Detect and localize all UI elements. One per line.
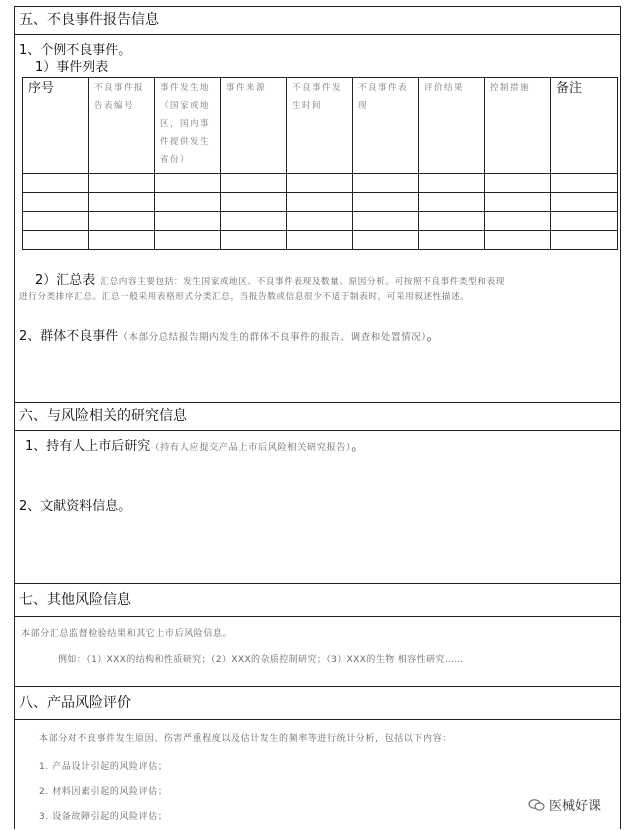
table-header-row	[23, 78, 618, 174]
post-market-research-note: （持有人应提交产品上市后风险相关研究报告）	[150, 442, 352, 453]
col-header: 不良事件发生时间	[287, 78, 353, 174]
table-row	[23, 212, 618, 231]
section-5-header	[15, 7, 620, 35]
col-header: 序号	[23, 78, 89, 174]
section-8-header	[15, 686, 620, 720]
list-item: 2. 材料因素引起的风险评估；	[39, 787, 168, 797]
col-header: 评价结果	[419, 78, 485, 174]
risk-eval-intro: 本部分对不良事件发生原因、伤害严重程度以及估计发生的频率等进行统计分析，包括以下内容：	[39, 734, 452, 744]
wechat-icon	[528, 799, 545, 811]
summary-table-label: 2）汇总表	[35, 273, 96, 288]
group-events-label: 2、群体不良事件	[19, 329, 119, 344]
post-market-research-label: 1、持有人上市后研究	[25, 439, 151, 454]
watermark	[528, 795, 601, 814]
watermark-text: 医械好课	[549, 799, 602, 814]
group-events-note: （本部分总结报告期内发生的群体不良事件的报告、调查和处置情况）	[118, 332, 427, 343]
summary-table-line	[35, 269, 505, 288]
summary-table-note-cont: 进行分类排序汇总。汇总一般采用表格形式分类汇总，当报告数或信息很少不适于制表时，可采用叙述性描述。	[19, 292, 470, 302]
section-7-title: 七、其他风险信息	[19, 592, 131, 608]
col-header: 事件来源	[221, 78, 287, 174]
section-6-title: 六、与风险相关的研究信息	[19, 408, 187, 424]
col-header: 不良事件报告表编号	[89, 78, 155, 174]
literature-heading: 2、文献资料信息。	[19, 499, 132, 514]
col-header: 不良事件表现	[353, 78, 419, 174]
section-7-header	[15, 583, 620, 617]
individual-events-heading: 1、个例不良事件。	[19, 43, 132, 58]
section-6-header	[15, 402, 620, 431]
post-market-research-line: 1、持有人上市后研究（持有人应提交产品上市后风险相关研究报告）。	[25, 439, 365, 454]
event-list-heading: 1）事件列表	[35, 60, 109, 75]
other-risk-summary: 本部分汇总监督检验结果和其它上市后风险信息。	[21, 629, 233, 639]
report-form	[14, 6, 621, 829]
list-item: 3. 设备故障引起的风险评估；	[39, 812, 168, 822]
table-row	[23, 231, 618, 250]
col-header: 事件发生地（国家或地区，国内事件提供发生省份）	[155, 78, 221, 174]
table-row	[23, 174, 618, 193]
summary-table-note: 汇总内容主要包括：发生国家或地区、不良事件表现及数量、原因分析。可按照不良事件类型和表现	[100, 277, 505, 287]
col-header: 备注	[551, 78, 618, 174]
group-events-line: 2、群体不良事件（本部分总结报告期内发生的群体不良事件的报告、调查和处置情况）。	[19, 329, 440, 344]
section-5-title: 五、不良事件报告信息	[19, 12, 159, 28]
section-8-title: 八、产品风险评价	[19, 695, 131, 711]
table-row	[23, 193, 618, 212]
list-item: 1. 产品设计引起的风险评估；	[39, 762, 168, 772]
other-risk-examples: 例如：（1）XXX的结构和性质研究；（2）XXX的杂质控制研究；（3）XXX的生物 相容性研究……	[58, 655, 464, 665]
event-list-table	[22, 77, 618, 250]
col-header: 控制措施	[485, 78, 551, 174]
